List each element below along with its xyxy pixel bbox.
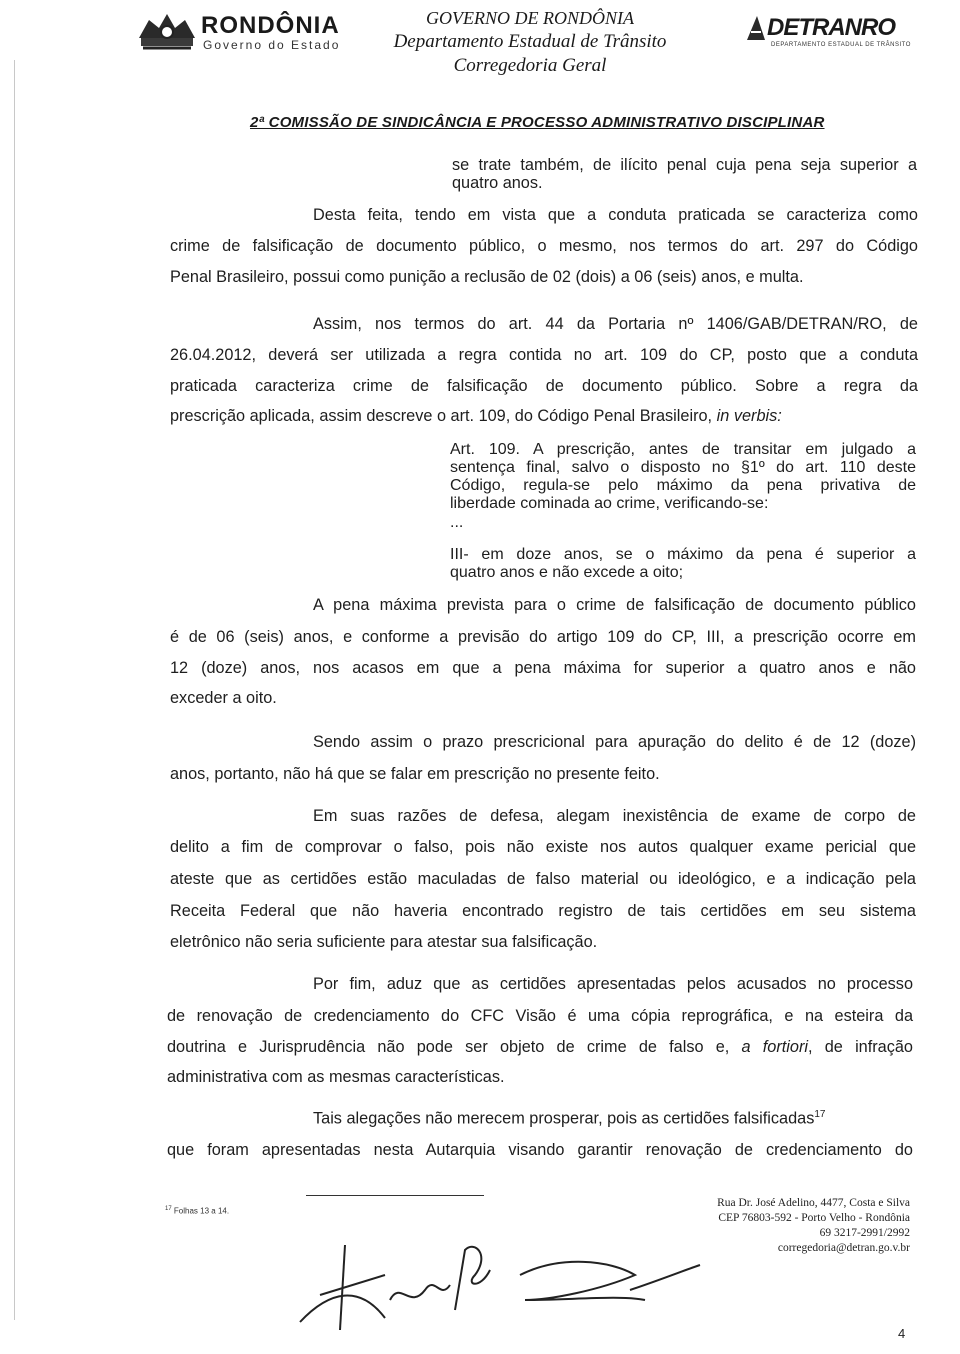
paragraph-2-line-2: 26.04.2012, deverá ser utilizada a regra contida no art. 109 do CP, posto que a conduta: [170, 346, 918, 364]
paragraph-3-line-2: é de 06 (seis) anos, e conforme a previsão do artigo 109 do CP, III, a prescrição ocorre em: [170, 628, 916, 646]
footnote: [165, 1206, 229, 1216]
footnote-divider: [306, 1195, 484, 1196]
detran-logo: [745, 14, 915, 54]
detran-logo-tagline: DEPARTAMENTO ESTADUAL DE TRÂNSITO: [771, 42, 911, 48]
state-subtitle: Governo do Estado: [203, 38, 341, 52]
footnote-number: 17: [165, 1206, 172, 1212]
paragraph-3-line-4: exceder a oito.: [170, 689, 277, 707]
quote-line-6: III- em doze anos, se o máximo da pena é superior a: [450, 546, 916, 563]
address-block: [640, 1196, 910, 1256]
paragraph-1-line-1: Desta feita, tendo em vista que a conduta praticada se caracteriza como: [313, 206, 918, 224]
paragraph-6-line-1: Por fim, aduz que as certidões apresentadas pelos acusados no processo: [313, 975, 913, 993]
paragraph-6-line-4: administrativa com as mesmas características.: [167, 1068, 505, 1086]
state-name: RONDÔNIA: [201, 12, 340, 39]
paragraph-1-line-2: crime de falsificação de documento público, o mesmo, nos termos do art. 297 do Código: [170, 237, 918, 255]
paragraph-6-line-3c: , de infração: [808, 1038, 913, 1056]
address-line-2: CEP 76803-592 - Porto Velho - Rondônia: [718, 1212, 910, 1224]
binding-margin-line: [14, 60, 15, 1320]
paragraph-0-line-2: quatro anos.: [452, 174, 543, 192]
paragraph-2-line-3: praticada caracteriza crime de falsificação de documento público. Sobre a regra da: [170, 377, 918, 395]
address-phone: 69 3217-2991/2992: [819, 1227, 910, 1239]
address-email: corregedoria@detran.go.v.br: [777, 1242, 910, 1254]
paragraph-6-line-3a: doutrina e Jurisprudência não pode ser objeto de crime de falso e,: [167, 1038, 730, 1056]
paragraph-3-line-1: A pena máxima prevista para o crime de falsificação de documento público: [313, 596, 916, 614]
paragraph-2-line-1: Assim, nos termos do art. 44 da Portaria nº 1406/GAB/DETRAN/RO, de: [313, 315, 918, 333]
paragraph-6-line-2: de renovação de credenciamento do CFC Visão é uma cópia reprográfica, e na esteira da: [167, 1007, 913, 1025]
paragraph-2-line-4-text: prescrição aplicada, assim descreve o art. 109, do Código Penal Brasileiro,: [170, 407, 713, 425]
paragraph-6-line-3: [167, 1038, 913, 1057]
paragraph-4-line-2: anos, portanto, não há que se falar em prescrição no presente feito.: [170, 765, 660, 783]
paragraph-2-line-4: [170, 407, 782, 426]
address-line-1: Rua Dr. José Adelino, 4477, Costa e Silva: [717, 1197, 910, 1209]
quote-line-3: Código, regula-se pelo máximo da pena privativa de: [450, 477, 916, 494]
paragraph-3-line-3: 12 (doze) anos, nos acasos em que a pena máxima for superior a quatro anos e não: [170, 659, 916, 677]
paragraph-5-line-2: delito a fim de comprovar o falso, pois não existe nos autos qualquer exame pericial que: [170, 838, 916, 856]
paragraph-1-line-3: Penal Brasileiro, possui como punição a reclusão de 02 (dois) a 06 (seis) anos, e multa.: [170, 268, 804, 286]
in-verbis: in verbis:: [716, 407, 782, 425]
paragraph-5-line-4: Receita Federal que não haveria encontrado registro de tais certidões em seu sistema: [170, 902, 916, 920]
corregedoria-title: Corregedoria Geral: [453, 55, 607, 76]
department-title: Departamento Estadual de Trânsito: [393, 31, 667, 52]
quote-line-1: Art. 109. A prescrição, antes de transitar em julgado a: [450, 441, 916, 458]
detran-emblem-icon: [745, 14, 767, 42]
rondonia-logo: [135, 6, 360, 56]
detran-logo-text: DETRANRO: [767, 14, 895, 41]
paragraph-5-line-3: ateste que as certidões estão maculadas de falso material ou ideológico, e a indicação pela: [170, 870, 916, 888]
quote-line-7: quatro anos e não excede a oito;: [450, 564, 684, 581]
quote-line-2: sentença final, salvo o disposto no §1º do art. 110 deste: [450, 459, 916, 476]
paragraph-0-line-1: se trate também, de ilícito penal cuja pena seja superior a: [452, 156, 917, 174]
paragraph-7-line-1: [313, 1109, 825, 1128]
paragraph-5-line-5: eletrônico não seria suficiente para atestar sua falsificação.: [170, 933, 598, 951]
government-title: GOVERNO DE RONDÔNIA: [426, 8, 634, 28]
page-number: 4: [898, 1326, 906, 1341]
quote-ellipsis: ...: [450, 514, 464, 531]
paragraph-7-line-2: que foram apresentadas nesta Autarquia visando garantir renovação de credenciamento do: [167, 1141, 913, 1159]
coat-of-arms-icon: [135, 8, 199, 54]
paragraph-5-line-1: Em suas razões de defesa, alegam inexistência de exame de corpo de: [313, 807, 916, 825]
paragraph-4-line-1: Sendo assim o prazo prescricional para apuração do delito é de 12 (doze): [313, 733, 916, 751]
footnote-ref: 17: [814, 1109, 826, 1120]
quote-line-4: liberdade cominada ao crime, verificando-se:: [450, 495, 769, 512]
commission-heading: 2ª COMISSÃO DE SINDICÂNCIA E PROCESSO ADMINISTRATIVO DISCIPLINAR: [250, 114, 825, 131]
footnote-text: Folhas 13 a 14.: [173, 1206, 230, 1216]
paragraph-7-line-1-text: Tais alegações não merecem prosperar, pois as certidões falsificadas: [313, 1109, 815, 1128]
a-fortiori: a fortiori: [741, 1038, 809, 1056]
letterhead-title: [380, 6, 680, 78]
